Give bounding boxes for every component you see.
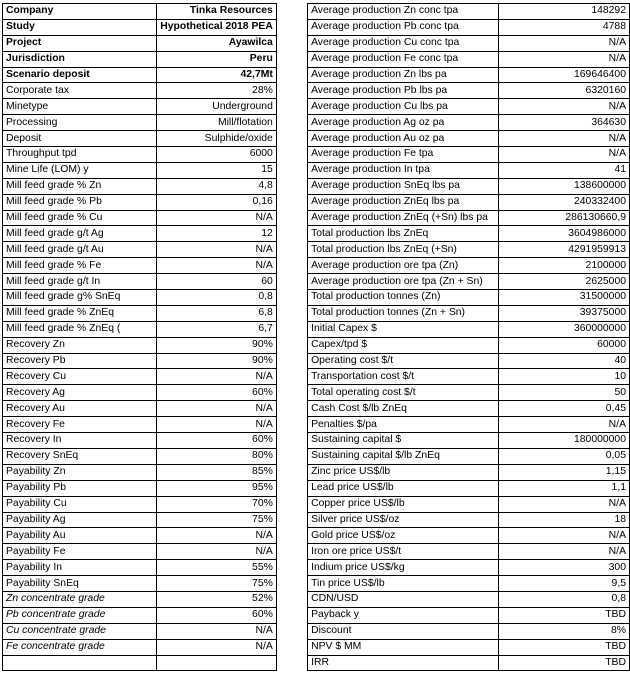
left-label-cell: Recovery In xyxy=(3,433,157,449)
right-label-cell: Average production Zn conc tpa xyxy=(308,4,499,20)
right-label-cell: NPV $ MM xyxy=(308,639,499,655)
spacer-cell xyxy=(276,131,307,147)
table-row xyxy=(3,448,630,464)
right-value-cell: 169646400 xyxy=(499,67,630,83)
left-value-cell: 90% xyxy=(157,337,277,353)
left-label-cell: Payability Fe xyxy=(3,544,157,560)
spacer-cell xyxy=(276,655,307,671)
right-label-cell: Gold price US$/oz xyxy=(308,528,499,544)
right-value-cell: 60000 xyxy=(499,337,630,353)
right-label-cell: Sustaining capital $ xyxy=(308,433,499,449)
left-value-cell: 60 xyxy=(157,274,277,290)
spacer-cell xyxy=(276,448,307,464)
spacer-cell xyxy=(276,433,307,449)
left-label-cell: Cu concentrate grade xyxy=(3,623,157,639)
left-value-cell: 6,8 xyxy=(157,305,277,321)
table-row xyxy=(3,353,630,369)
table-row xyxy=(3,576,630,592)
right-value-cell: 9,5 xyxy=(499,576,630,592)
left-value-cell: Peru xyxy=(157,51,277,67)
left-value-cell: 55% xyxy=(157,560,277,576)
table-row xyxy=(3,19,630,35)
right-value-cell: N/A xyxy=(499,99,630,115)
left-value-cell: 15 xyxy=(157,162,277,178)
right-value-cell: 0,8 xyxy=(499,591,630,607)
left-label-cell: Mill feed grade % ZnEq ( xyxy=(3,321,157,337)
right-label-cell: Average production Cu conc tpa xyxy=(308,35,499,51)
left-label-cell: Pb concentrate grade xyxy=(3,607,157,623)
table-row xyxy=(3,464,630,480)
spacer-cell xyxy=(276,607,307,623)
left-label-cell: Recovery SnEq xyxy=(3,448,157,464)
spacer-cell xyxy=(276,369,307,385)
left-label-cell: Zn concentrate grade xyxy=(3,591,157,607)
spacer-cell xyxy=(276,528,307,544)
right-label-cell: Average production In tpa xyxy=(308,162,499,178)
right-value-cell: 360000000 xyxy=(499,321,630,337)
right-value-cell: N/A xyxy=(499,417,630,433)
spacer-cell xyxy=(276,226,307,242)
right-label-cell: Total production tonnes (Zn) xyxy=(308,290,499,306)
spacer-cell xyxy=(276,417,307,433)
left-value-cell: 70% xyxy=(157,496,277,512)
table-row xyxy=(3,115,630,131)
spacer-cell xyxy=(276,480,307,496)
table-row xyxy=(3,623,630,639)
right-label-cell: Discount xyxy=(308,623,499,639)
left-value-cell: 4,8 xyxy=(157,178,277,194)
left-label-cell: Payability Ag xyxy=(3,512,157,528)
right-label-cell: Average production ZnEq lbs pa xyxy=(308,194,499,210)
parameters-spreadsheet xyxy=(2,3,630,671)
left-value-cell: 6,7 xyxy=(157,321,277,337)
right-value-cell: 40 xyxy=(499,353,630,369)
spacer-cell xyxy=(276,4,307,20)
right-label-cell: IRR xyxy=(308,655,499,671)
table-row xyxy=(3,162,630,178)
left-value-cell: N/A xyxy=(157,242,277,258)
right-label-cell: CDN/USD xyxy=(308,591,499,607)
left-value-cell: 0,16 xyxy=(157,194,277,210)
spacer-cell xyxy=(276,274,307,290)
right-label-cell: Transportation cost $/t xyxy=(308,369,499,385)
left-value-cell: 95% xyxy=(157,480,277,496)
left-label-cell: Project xyxy=(3,35,157,51)
right-label-cell: Tin price US$/lb xyxy=(308,576,499,592)
left-value-cell: N/A xyxy=(157,544,277,560)
right-value-cell: 138600000 xyxy=(499,178,630,194)
spacer-cell xyxy=(276,353,307,369)
right-value-cell: N/A xyxy=(499,147,630,163)
table-row xyxy=(3,401,630,417)
right-value-cell: N/A xyxy=(499,35,630,51)
right-label-cell: Average production SnEq lbs pa xyxy=(308,178,499,194)
table-row xyxy=(3,607,630,623)
left-label-cell: Mill feed grade % Pb xyxy=(3,194,157,210)
left-label-cell: Fe concentrate grade xyxy=(3,639,157,655)
table-row xyxy=(3,131,630,147)
left-value-cell: 6000 xyxy=(157,147,277,163)
right-value-cell: 1,1 xyxy=(499,480,630,496)
table-row xyxy=(3,369,630,385)
left-label-cell: Jurisdiction xyxy=(3,51,157,67)
spacer-cell xyxy=(276,464,307,480)
table-row xyxy=(3,639,630,655)
left-value-cell: Sulphide/oxide xyxy=(157,131,277,147)
right-value-cell: 31500000 xyxy=(499,290,630,306)
right-label-cell: Average production Fe conc tpa xyxy=(308,51,499,67)
left-value-cell: N/A xyxy=(157,258,277,274)
spacer-cell xyxy=(276,35,307,51)
right-label-cell: Total production lbs ZnEq xyxy=(308,226,499,242)
spacer-cell xyxy=(276,178,307,194)
left-value-cell: 52% xyxy=(157,591,277,607)
right-label-cell: Total production lbs ZnEq (+Sn) xyxy=(308,242,499,258)
right-label-cell: Payback y xyxy=(308,607,499,623)
right-label-cell: Copper price US$/lb xyxy=(308,496,499,512)
left-label-cell: Deposit xyxy=(3,131,157,147)
right-label-cell: Silver price US$/oz xyxy=(308,512,499,528)
spacer-cell xyxy=(276,639,307,655)
right-label-cell: Total operating cost $/t xyxy=(308,385,499,401)
table-row xyxy=(3,337,630,353)
right-label-cell: Capex/tpd $ xyxy=(308,337,499,353)
left-label-cell: Mill feed grade % Zn xyxy=(3,178,157,194)
spacer-cell xyxy=(276,99,307,115)
spacer-cell xyxy=(276,290,307,306)
table-row xyxy=(3,210,630,226)
right-value-cell: 180000000 xyxy=(499,433,630,449)
spacer-cell xyxy=(276,512,307,528)
table-row xyxy=(3,147,630,163)
spacer-cell xyxy=(276,385,307,401)
spacer-cell xyxy=(276,401,307,417)
table-row xyxy=(3,35,630,51)
left-value-cell: 12 xyxy=(157,226,277,242)
table-row xyxy=(3,560,630,576)
table-row xyxy=(3,321,630,337)
table-row xyxy=(3,290,630,306)
table-row xyxy=(3,417,630,433)
right-label-cell: Iron ore price US$/t xyxy=(308,544,499,560)
table-row xyxy=(3,433,630,449)
left-value-cell xyxy=(157,655,277,671)
right-label-cell: Indium price US$/kg xyxy=(308,560,499,576)
spacer-cell xyxy=(276,305,307,321)
left-label-cell: Payability Zn xyxy=(3,464,157,480)
left-value-cell: Underground xyxy=(157,99,277,115)
left-label-cell xyxy=(3,655,157,671)
table-row xyxy=(3,99,630,115)
right-value-cell: 1,15 xyxy=(499,464,630,480)
right-value-cell: 6320160 xyxy=(499,83,630,99)
right-label-cell: Average production Pb conc tpa xyxy=(308,19,499,35)
right-value-cell: 2100000 xyxy=(499,258,630,274)
right-label-cell: Average production Cu lbs pa xyxy=(308,99,499,115)
right-label-cell: Cash Cost $/lb ZnEq xyxy=(308,401,499,417)
right-value-cell: TBD xyxy=(499,639,630,655)
table-row xyxy=(3,496,630,512)
table-row xyxy=(3,591,630,607)
spacer-cell xyxy=(276,242,307,258)
spacer-cell xyxy=(276,496,307,512)
left-value-cell: 75% xyxy=(157,512,277,528)
left-label-cell: Recovery Zn xyxy=(3,337,157,353)
right-value-cell: N/A xyxy=(499,51,630,67)
spacer-cell xyxy=(276,544,307,560)
left-value-cell: 60% xyxy=(157,385,277,401)
left-label-cell: Recovery Pb xyxy=(3,353,157,369)
left-label-cell: Mill feed grade g/t In xyxy=(3,274,157,290)
right-value-cell: 10 xyxy=(499,369,630,385)
table-row xyxy=(3,178,630,194)
spacer-cell xyxy=(276,623,307,639)
right-label-cell: Lead price US$/lb xyxy=(308,480,499,496)
left-value-cell: N/A xyxy=(157,210,277,226)
right-value-cell: 18 xyxy=(499,512,630,528)
left-label-cell: Mill feed grade % Cu xyxy=(3,210,157,226)
spacer-cell xyxy=(276,194,307,210)
left-value-cell: N/A xyxy=(157,623,277,639)
left-label-cell: Payability Cu xyxy=(3,496,157,512)
spacer-cell xyxy=(276,83,307,99)
left-value-cell: N/A xyxy=(157,417,277,433)
table-row xyxy=(3,242,630,258)
right-value-cell: 240332400 xyxy=(499,194,630,210)
right-value-cell: 4788 xyxy=(499,19,630,35)
right-label-cell: Average production ore tpa (Zn + Sn) xyxy=(308,274,499,290)
right-value-cell: 0,45 xyxy=(499,401,630,417)
right-value-cell: N/A xyxy=(499,544,630,560)
spacer-cell xyxy=(276,210,307,226)
right-label-cell: Average production Ag oz pa xyxy=(308,115,499,131)
right-value-cell: TBD xyxy=(499,655,630,671)
left-value-cell: 75% xyxy=(157,576,277,592)
left-label-cell: Mill feed grade % ZnEq xyxy=(3,305,157,321)
left-value-cell: Mill/flotation xyxy=(157,115,277,131)
right-label-cell: Average production Zn lbs pa xyxy=(308,67,499,83)
left-label-cell: Throughput tpd xyxy=(3,147,157,163)
left-label-cell: Minetype xyxy=(3,99,157,115)
right-label-cell: Initial Capex $ xyxy=(308,321,499,337)
left-label-cell: Mine Life (LOM) y xyxy=(3,162,157,178)
left-value-cell: N/A xyxy=(157,528,277,544)
table-row xyxy=(3,258,630,274)
spacer-cell xyxy=(276,115,307,131)
spreadsheet-rows xyxy=(3,4,630,671)
spacer-cell xyxy=(276,19,307,35)
left-value-cell: 85% xyxy=(157,464,277,480)
spacer-cell xyxy=(276,321,307,337)
left-value-cell: 28% xyxy=(157,83,277,99)
right-value-cell: 0,05 xyxy=(499,448,630,464)
right-label-cell: Average production Au oz pa xyxy=(308,131,499,147)
left-value-cell: 60% xyxy=(157,433,277,449)
right-value-cell: 300 xyxy=(499,560,630,576)
left-value-cell: 90% xyxy=(157,353,277,369)
table-row xyxy=(3,480,630,496)
left-value-cell: Ayawilca xyxy=(157,35,277,51)
left-value-cell: N/A xyxy=(157,639,277,655)
left-value-cell: 42,7Mt xyxy=(157,67,277,83)
left-label-cell: Payability SnEq xyxy=(3,576,157,592)
right-value-cell: 3604986000 xyxy=(499,226,630,242)
left-value-cell: Hypothetical 2018 PEA xyxy=(157,19,277,35)
left-label-cell: Recovery Cu xyxy=(3,369,157,385)
right-value-cell: N/A xyxy=(499,131,630,147)
left-value-cell: 60% xyxy=(157,607,277,623)
left-value-cell: 80% xyxy=(157,448,277,464)
right-value-cell: 286130660,9 xyxy=(499,210,630,226)
right-label-cell: Zinc price US$/lb xyxy=(308,464,499,480)
spacer-cell xyxy=(276,147,307,163)
table-row xyxy=(3,512,630,528)
right-label-cell: Sustaining capital $/lb ZnEq xyxy=(308,448,499,464)
right-label-cell: Average production ore tpa (Zn) xyxy=(308,258,499,274)
right-label-cell: Average production ZnEq (+Sn) lbs pa xyxy=(308,210,499,226)
right-value-cell: 39375000 xyxy=(499,305,630,321)
left-label-cell: Payability Au xyxy=(3,528,157,544)
left-label-cell: Study xyxy=(3,19,157,35)
right-label-cell: Operating cost $/t xyxy=(308,353,499,369)
right-value-cell: N/A xyxy=(499,496,630,512)
left-label-cell: Recovery Fe xyxy=(3,417,157,433)
spacer-cell xyxy=(276,67,307,83)
right-label-cell: Penalties $/pa xyxy=(308,417,499,433)
table-row xyxy=(3,67,630,83)
right-value-cell: N/A xyxy=(499,528,630,544)
left-label-cell: Mill feed grade % Fe xyxy=(3,258,157,274)
left-label-cell: Mill feed grade g/t Ag xyxy=(3,226,157,242)
left-label-cell: Recovery Ag xyxy=(3,385,157,401)
right-value-cell: 2625000 xyxy=(499,274,630,290)
left-label-cell: Scenario deposit xyxy=(3,67,157,83)
table-row xyxy=(3,194,630,210)
right-label-cell: Average production Pb lbs pa xyxy=(308,83,499,99)
spacer-cell xyxy=(276,560,307,576)
table-row xyxy=(3,83,630,99)
left-label-cell: Payability In xyxy=(3,560,157,576)
table-row xyxy=(3,528,630,544)
left-value-cell: 0,8 xyxy=(157,290,277,306)
right-label-cell: Average production Fe tpa xyxy=(308,147,499,163)
table-row xyxy=(3,655,630,671)
table-row xyxy=(3,51,630,67)
left-label-cell: Processing xyxy=(3,115,157,131)
right-label-cell: Total production tonnes (Zn + Sn) xyxy=(308,305,499,321)
left-value-cell: Tinka Resources xyxy=(157,4,277,20)
table-row xyxy=(3,4,630,20)
left-label-cell: Mill feed grade g% SnEq xyxy=(3,290,157,306)
right-value-cell: TBD xyxy=(499,607,630,623)
left-value-cell: N/A xyxy=(157,401,277,417)
left-label-cell: Corporate tax xyxy=(3,83,157,99)
right-value-cell: 4291959913 xyxy=(499,242,630,258)
left-label-cell: Recovery Au xyxy=(3,401,157,417)
spacer-cell xyxy=(276,337,307,353)
right-value-cell: 364630 xyxy=(499,115,630,131)
right-value-cell: 41 xyxy=(499,162,630,178)
table-row xyxy=(3,226,630,242)
left-label-cell: Mill feed grade g/t Au xyxy=(3,242,157,258)
spacer-cell xyxy=(276,258,307,274)
right-value-cell: 148292 xyxy=(499,4,630,20)
spacer-cell xyxy=(276,162,307,178)
left-label-cell: Company xyxy=(3,4,157,20)
right-value-cell: 50 xyxy=(499,385,630,401)
table-row xyxy=(3,544,630,560)
spacer-cell xyxy=(276,591,307,607)
spacer-cell xyxy=(276,576,307,592)
spacer-cell xyxy=(276,51,307,67)
table-row xyxy=(3,305,630,321)
left-value-cell: N/A xyxy=(157,369,277,385)
table-row xyxy=(3,385,630,401)
right-value-cell: 8% xyxy=(499,623,630,639)
left-label-cell: Payability Pb xyxy=(3,480,157,496)
table-row xyxy=(3,274,630,290)
